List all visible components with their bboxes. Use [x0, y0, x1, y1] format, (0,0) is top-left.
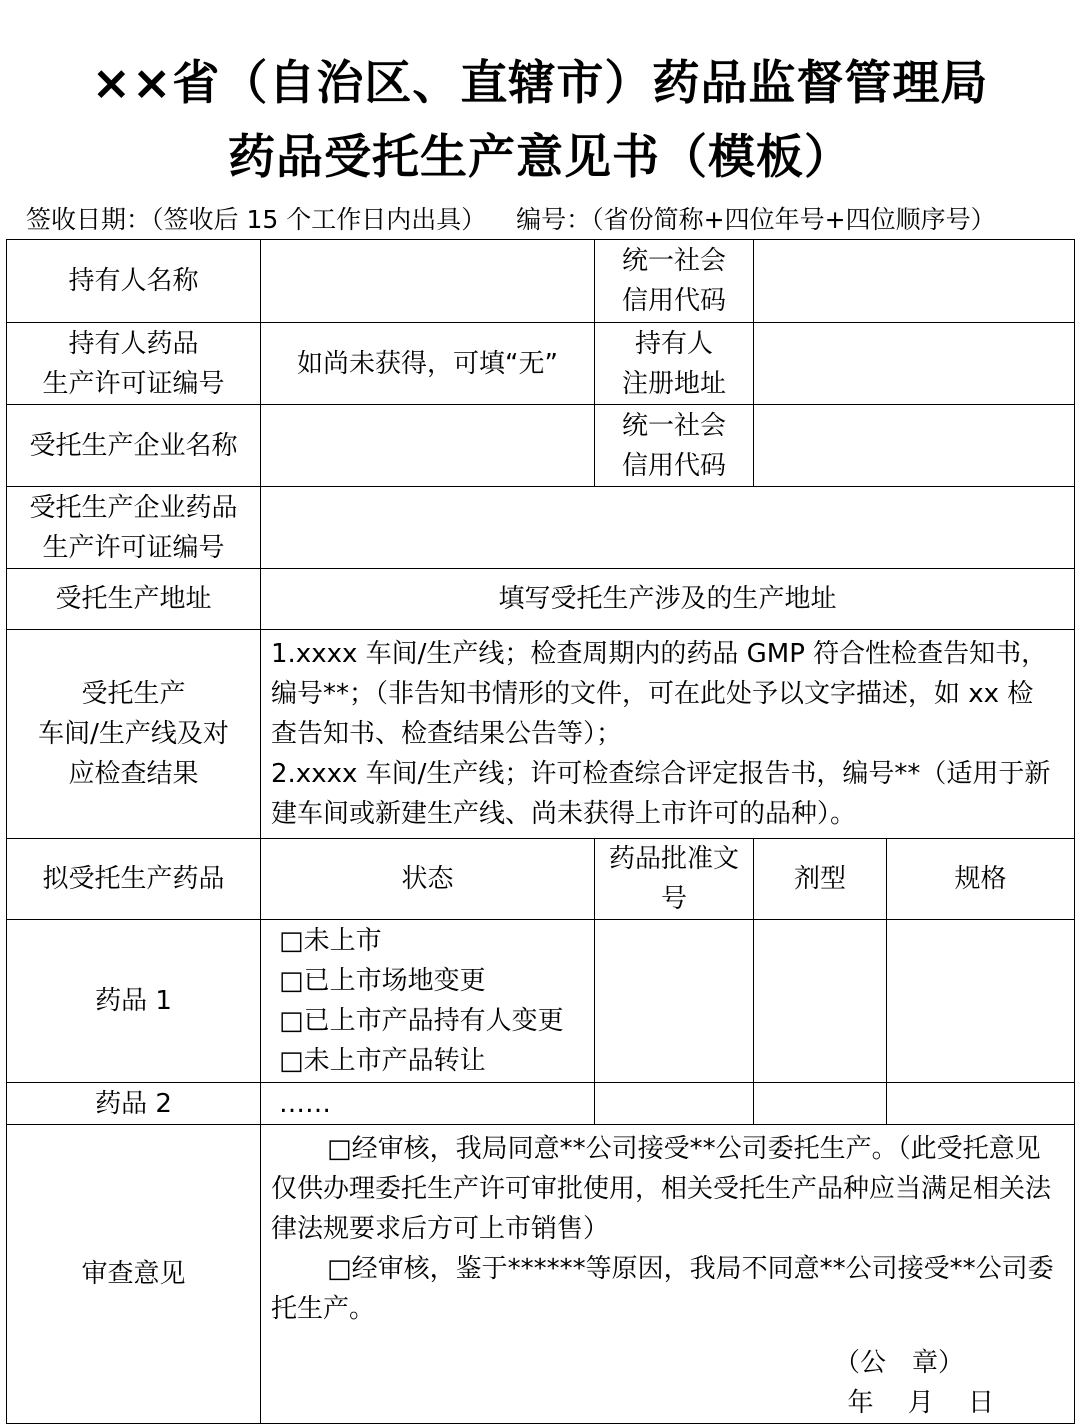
- drug1-form-field[interactable]: [754, 920, 887, 1083]
- drug2-approval-field[interactable]: [595, 1083, 754, 1125]
- document-meta: [26, 200, 1076, 236]
- table-row: [7, 487, 1075, 569]
- review-agree-option[interactable]: □经审核，我局同意**公司接受**公司委托生产。（此受托意见仅供办理委托生产许可审批使用，相关受托生产品种应当满足相关法律法规要求后方可上市销售）: [271, 1134, 1052, 1244]
- document-number-label: 编号：（省份简称+四位年号+四位顺序号）: [516, 205, 996, 234]
- holder-address-field[interactable]: [754, 323, 1075, 405]
- holder-license-field[interactable]: 如尚未获得，可填“无”: [261, 323, 595, 405]
- holder-address-label: 持有人 注册地址: [595, 323, 754, 405]
- contractor-credit-code-field[interactable]: [754, 405, 1075, 487]
- status-option-checkbox[interactable]: □未上市: [279, 926, 382, 956]
- drug1-spec-field[interactable]: [887, 920, 1075, 1083]
- approval-number-header: 药品批准文号: [595, 839, 754, 920]
- receive-date-label: 签收日期：（签收后 15 个工作日内出具）: [26, 205, 487, 234]
- review-opinion-label: 审查意见: [7, 1125, 261, 1424]
- contractor-license-label: 受托生产企业药品 生产许可证编号: [7, 487, 261, 569]
- drug1-label: 药品 1: [7, 920, 261, 1083]
- table-row: [7, 405, 1075, 487]
- workshop-line: 2.xxxx 车间/生产线；许可检查综合评定报告书，编号**（适用于新: [271, 759, 1051, 789]
- workshop-line: 查告知书、检查结果公告等）；: [271, 719, 623, 749]
- table-row: [7, 1083, 1075, 1125]
- workshop-line: 编号**；（非告知书情形的文件，可在此处予以文字描述，如 xx 检: [271, 679, 1034, 709]
- official-seal-label: （公 章）: [833, 1348, 964, 1378]
- drug2-label: 药品 2: [7, 1083, 261, 1125]
- workshop-label: 受托生产 车间/生产线及对 应检查结果: [7, 630, 261, 839]
- table-row: [7, 240, 1075, 323]
- review-opinion-field: [261, 1125, 1075, 1424]
- opinion-form-table: [6, 239, 1075, 1424]
- drug2-status-field[interactable]: ……: [261, 1083, 595, 1125]
- contractor-credit-code-label: 统一社会 信用代码: [595, 405, 754, 487]
- status-option-checkbox[interactable]: □已上市产品持有人变更: [279, 1006, 564, 1036]
- review-disagree-option[interactable]: □经审核，鉴于******等原因，我局不同意**公司接受**公司委托生产。: [271, 1254, 1054, 1324]
- table-row: [7, 1125, 1075, 1424]
- drug2-form-field[interactable]: [754, 1083, 887, 1125]
- workshop-line: 1.xxxx 车间/生产线；检查周期内的药品 GMP 符合性检查告知书，: [271, 639, 1048, 669]
- drug2-spec-field[interactable]: [887, 1083, 1075, 1125]
- status-header: 状态: [261, 839, 595, 920]
- contractor-name-field[interactable]: [261, 405, 595, 487]
- status-option-checkbox[interactable]: □未上市产品转让: [279, 1046, 486, 1076]
- holder-license-label: 持有人药品 生产许可证编号: [7, 323, 261, 405]
- table-row: [7, 920, 1075, 1083]
- drug1-status-options: [261, 920, 595, 1083]
- contractor-address-label: 受托生产地址: [7, 569, 261, 630]
- table-row: [7, 323, 1075, 405]
- table-row: [7, 569, 1075, 630]
- signature-date-label: 年 月 日: [847, 1388, 994, 1418]
- workshop-line: 建车间或新建生产线、尚未获得上市许可的品种）。: [271, 799, 857, 829]
- holder-credit-code-label: 统一社会 信用代码: [595, 240, 754, 323]
- document-title-line1: ××省（自治区、直辖市）药品监督管理局: [91, 56, 989, 111]
- workshop-field[interactable]: [261, 630, 1075, 839]
- holder-name-label: 持有人名称: [7, 240, 261, 323]
- contractor-address-field[interactable]: 填写受托生产涉及的生产地址: [261, 569, 1075, 630]
- table-row: [7, 839, 1075, 920]
- contractor-license-field[interactable]: [261, 487, 1075, 569]
- drug-header-label: 拟受托生产药品: [7, 839, 261, 920]
- drug1-approval-field[interactable]: [595, 920, 754, 1083]
- dosage-form-header: 剂型: [754, 839, 887, 920]
- table-row: [7, 630, 1075, 839]
- specification-header: 规格: [887, 839, 1075, 920]
- holder-name-field[interactable]: [261, 240, 595, 323]
- contractor-name-label: 受托生产企业名称: [7, 405, 261, 487]
- document-title-line2: 药品受托生产意见书（模板）: [228, 130, 852, 185]
- holder-credit-code-field[interactable]: [754, 240, 1075, 323]
- status-option-checkbox[interactable]: □已上市场地变更: [279, 966, 486, 996]
